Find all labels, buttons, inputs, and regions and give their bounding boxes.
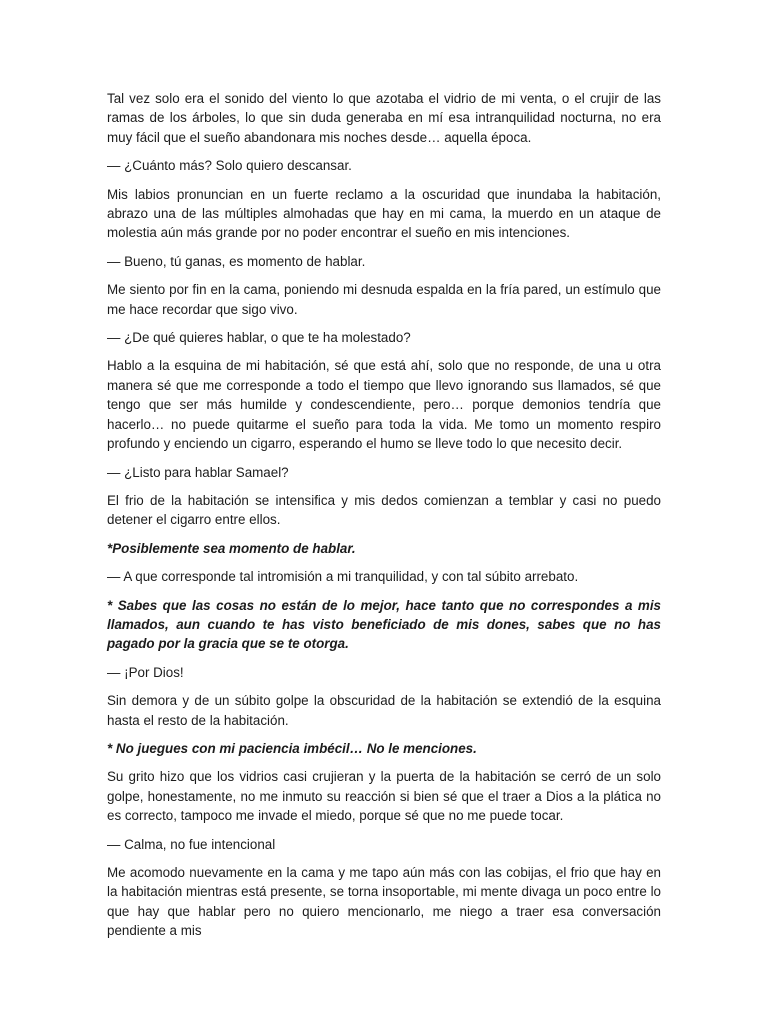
narration-paragraph: El frio de la habitación se intensifica y mis dedos comienzan a temblar y casi no puedo detener el cigarro entre ellos. bbox=[107, 492, 661, 528]
dialogue-line: — ¿Listo para hablar Samael? bbox=[107, 464, 289, 480]
narration-paragraph: Su grito hizo que los vidrios casi crujieran y la puerta de la habitación se cerró de un solo golpe, honestamente, no me inmuto su reacción si bien sé que el traer a Dios a la plática no es correcto, tampoco me invade el miedo, porque sé que no me puede tocar. bbox=[107, 769, 661, 824]
spirit-line: * No juegues con mi paciencia imbécil… No le menciones. bbox=[107, 740, 477, 756]
dialogue-line: — A que corresponde tal intromisión a mi tranquilidad, y con tal súbito arrebato. bbox=[107, 569, 579, 585]
narration-paragraph: Sin demora y de un súbito golpe la obscuridad de la habitación se extendió de la esquina hasta el resto de la habitación. bbox=[107, 693, 661, 728]
spirit-line: *Posiblemente sea momento de hablar. bbox=[107, 540, 356, 556]
narration-paragraph: Tal vez solo era el sonido del viento lo que azotaba el vidrio de mi venta, o el crujir de las ramas de los árboles, lo que sin duda generaba en mí esa intranquilidad nocturna, no era muy fácil que el sueño abandonara mis noches desde… aquella época. bbox=[107, 91, 661, 145]
dialogue-line: — ¿Cuánto más? Solo quiero descansar. bbox=[107, 158, 352, 174]
dialogue-line: — Bueno, tú ganas, es momento de hablar. bbox=[107, 253, 366, 269]
dialogue-line: — ¿De qué quieres hablar, o que te ha molestado? bbox=[107, 330, 411, 346]
spirit-line: * Sabes que las cosas no están de lo mejor, hace tanto que no correspondes a mis llamados, aun cuando te has visto beneficiado de mis dones, sabes que no has pagado por la gracia que se te otorga. bbox=[107, 597, 661, 652]
narration-paragraph: Me acomodo nuevamente en la cama y me tapo aún más con las cobijas, el frio que hay en la habitación mientras está presente, se torna insoportable, mi mente divaga un poco entre lo que hay que hablar pero no quiero mencionarlo, me niego a traer esa conversación pendiente a mis bbox=[107, 865, 661, 939]
dialogue-line: — ¡Por Dios! bbox=[107, 664, 184, 680]
narration-paragraph: Hablo a la esquina de mi habitación, sé que está ahí, solo que no responde, de una u otra manera sé que me corresponde a todo el tiempo que llevo ignorando sus llamados, sé que tengo que ser más humilde y condescendiente, pero… porque demonios tendría que hacerlo… no puede quitarme el sueño para toda la vida. Me tomo un momento respiro profundo y enciendo un cigarro, esperando el humo se lleve todo lo que necesito decir. bbox=[107, 358, 661, 452]
dialogue-line: — Calma, no fue intencional bbox=[107, 836, 276, 852]
narration-paragraph: Mis labios pronuncian en un fuerte reclamo a la oscuridad que inundaba la habitación, abrazo una de las múltiples almohadas que hay en mi cama, la muerdo en un ataque de molestia aún más grande por no poder encontrar el sueño en mis intenciones. bbox=[107, 186, 661, 241]
narration-paragraph: Me siento por fin en la cama, poniendo mi desnuda espalda en la fría pared, un estímulo que me hace recordar que sigo vivo. bbox=[107, 282, 661, 317]
